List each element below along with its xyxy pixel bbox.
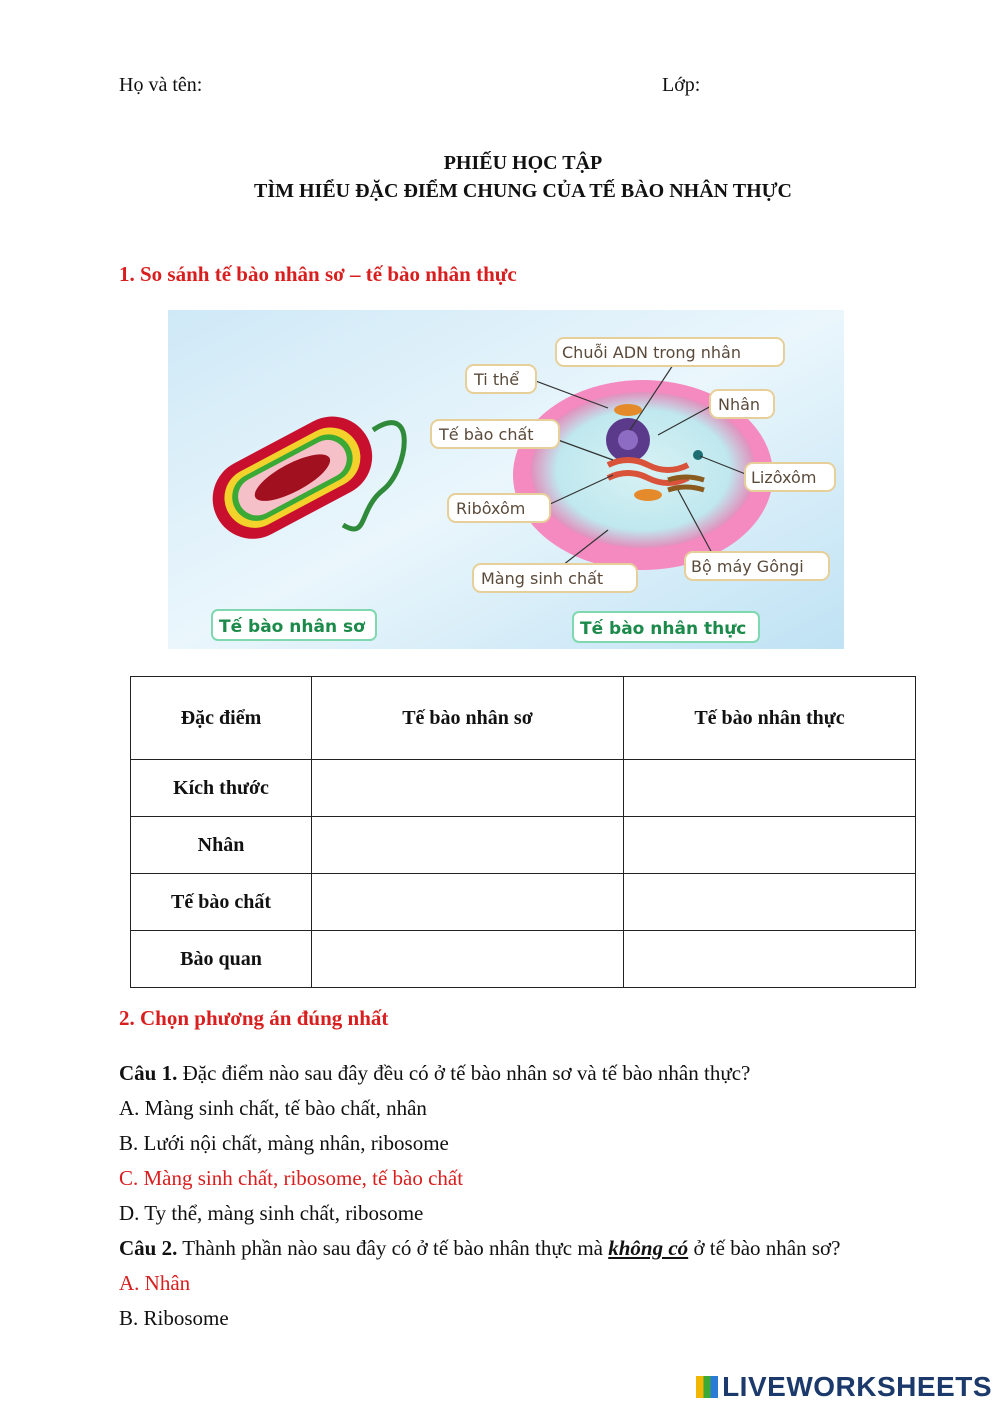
section2-heading: 2. Chọn phương án đúng nhất bbox=[119, 1006, 389, 1030]
answer-cell[interactable] bbox=[312, 760, 624, 817]
svg-text:Tế bào nhân sơ: Tế bào nhân sơ bbox=[219, 617, 365, 637]
table-header: Tế bào nhân thực bbox=[624, 677, 916, 760]
table-row bbox=[131, 760, 916, 817]
question-text: ở tế bào nhân sơ? bbox=[688, 1236, 841, 1260]
row-label: Nhân bbox=[131, 817, 312, 874]
worksheet-title: PHIẾU HỌC TẬP bbox=[443, 152, 603, 174]
liveworksheets-logo bbox=[696, 1371, 992, 1403]
question-label: Câu 2. bbox=[119, 1236, 178, 1260]
table-header: Tế bào nhân sơ bbox=[312, 677, 624, 760]
answer-cell[interactable] bbox=[624, 874, 916, 931]
svg-text:Ribôxôm: Ribôxôm bbox=[456, 499, 526, 518]
svg-text:Bộ máy Gôngi: Bộ máy Gôngi bbox=[691, 557, 804, 576]
svg-text:Màng sinh chất: Màng sinh chất bbox=[481, 569, 604, 588]
question-1 bbox=[119, 1061, 750, 1086]
label-ribosome bbox=[448, 494, 550, 522]
q1-option-b[interactable]: B. Lưới nội chất, màng nhân, ribosome bbox=[119, 1131, 449, 1155]
table-row bbox=[131, 931, 916, 988]
worksheet-subtitle: TÌM HIỂU ĐẶC ĐIỂM CHUNG CỦA TẾ BÀO NHÂN THỰC bbox=[253, 180, 792, 202]
question-2 bbox=[119, 1236, 840, 1261]
logo-text: LIVEWORKSHEETS bbox=[722, 1371, 992, 1402]
svg-text:Tế bào chất: Tế bào chất bbox=[439, 425, 534, 444]
svg-text:Tế bào nhân thực: Tế bào nhân thực bbox=[580, 619, 747, 639]
label-nucleus bbox=[710, 390, 774, 418]
cell-comparison-figure bbox=[168, 310, 844, 649]
label-golgi bbox=[685, 552, 829, 580]
answer-cell[interactable] bbox=[312, 817, 624, 874]
svg-text:Ti thể: Ti thể bbox=[474, 370, 520, 389]
svg-text:Nhân: Nhân bbox=[718, 395, 761, 414]
class-label: Lớp: bbox=[662, 74, 701, 96]
row-label: Bào quan bbox=[131, 931, 312, 988]
question-label: Câu 1. bbox=[119, 1061, 178, 1085]
answer-cell[interactable] bbox=[624, 760, 916, 817]
label-eukaryote bbox=[573, 612, 759, 642]
answer-cell[interactable] bbox=[312, 874, 624, 931]
svg-text:Lizôxôm: Lizôxôm bbox=[751, 468, 817, 487]
answer-cell[interactable] bbox=[624, 931, 916, 988]
table-header-row bbox=[131, 677, 916, 760]
table-header: Đặc điểm bbox=[131, 677, 312, 760]
section1-heading: 1. So sánh tế bào nhân sơ – tế bào nhân thực bbox=[119, 262, 517, 286]
question-text: Thành phần nào sau đây có ở tế bào nhân thực mà bbox=[177, 1236, 609, 1260]
row-label: Kích thước bbox=[131, 760, 312, 817]
question-text: Đặc điểm nào sau đây đều có ở tế bào nhân sơ và tế bào nhân thực? bbox=[177, 1061, 751, 1085]
q2-option-b[interactable]: B. Ribosome bbox=[119, 1306, 229, 1330]
label-cytoplasm bbox=[431, 420, 559, 448]
label-mito bbox=[466, 365, 536, 393]
label-lysosome bbox=[745, 463, 835, 491]
label-membrane bbox=[473, 564, 637, 592]
q1-option-c[interactable]: C. Màng sinh chất, ribosome, tế bào chất bbox=[119, 1166, 464, 1190]
svg-text:Chuỗi ADN trong nhân: Chuỗi ADN trong nhân bbox=[562, 343, 741, 362]
comparison-table bbox=[130, 676, 916, 988]
name-label: Họ và tên: bbox=[119, 74, 203, 96]
answer-cell[interactable] bbox=[624, 817, 916, 874]
table-row bbox=[131, 874, 916, 931]
answer-cell[interactable] bbox=[312, 931, 624, 988]
row-label: Tế bào chất bbox=[131, 874, 312, 931]
question-emphasis: không có bbox=[608, 1236, 689, 1260]
label-dna bbox=[556, 338, 784, 366]
q1-option-a[interactable]: A. Màng sinh chất, tế bào chất, nhân bbox=[119, 1096, 427, 1120]
q1-option-d[interactable]: D. Ty thể, màng sinh chất, ribosome bbox=[119, 1201, 424, 1225]
q2-option-a[interactable]: A. Nhân bbox=[119, 1271, 191, 1295]
label-prokaryote bbox=[212, 610, 376, 640]
logo-icon bbox=[696, 1376, 718, 1398]
table-row bbox=[131, 817, 916, 874]
